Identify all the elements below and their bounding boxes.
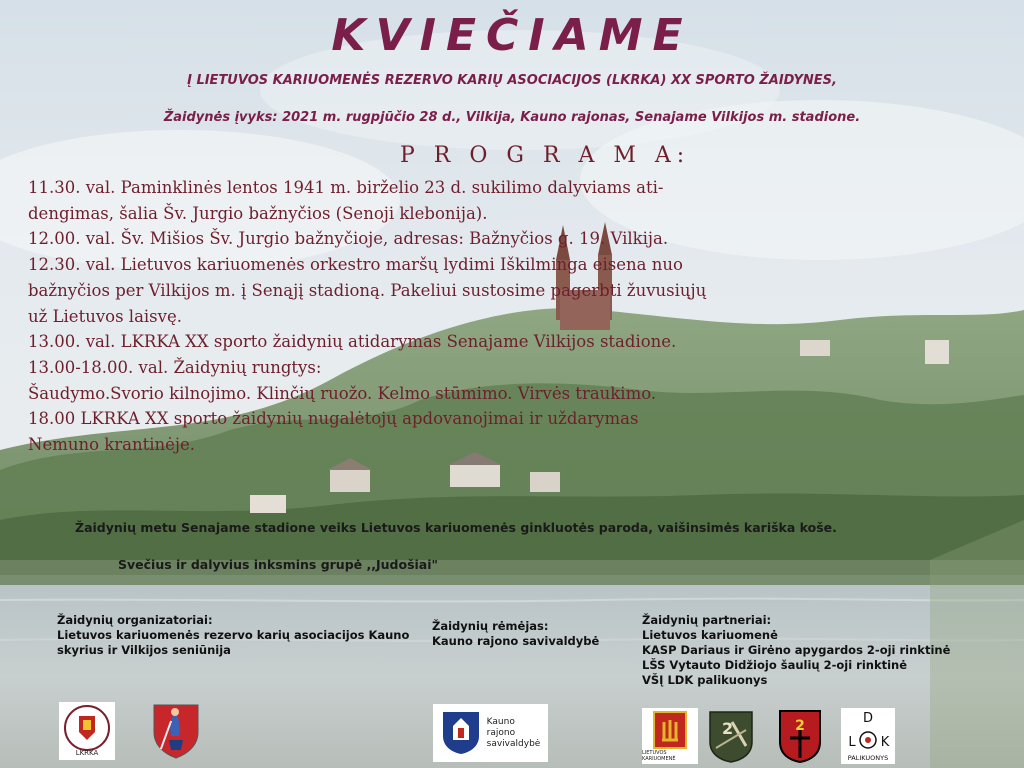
sponsor-line: Kauno rajono savivaldybė [432,634,600,648]
saint-george-shield-icon [151,702,201,760]
ldk-letter: D [862,711,874,726]
partners-line: LŠS Vytauto Didžiojo šaulių 2-oji rinktinė [642,658,908,672]
sponsor-block [432,619,599,649]
organizers-line: skyrius ir Vilkijos seniūnija [57,643,231,657]
ldk-emblem-icon [841,708,895,764]
program-line: 12.30. val. Lietuvos kariuomenės orkestro maršų lydimi Iškilminga eisena nuo [28,255,683,275]
program-line: bažnyčios per Vilkijos m. į Senąjį stadioną. Pakeliui sustosime pagerbti žuvusiųjų [28,280,707,300]
partners-heading: Žaidynių partneriai: [642,613,772,627]
kauno-logo-line: rajono [486,727,516,738]
lss-shield-icon [777,708,823,764]
ldk-logo-label: PALIKUONYS [847,754,889,762]
kasp-logo [706,708,756,764]
lietuvos-kariuomene-logo [642,708,698,764]
lkrka-logo-label: LKRKA [75,749,99,757]
event-date-location: Žaidynės įvyks: 2021 m. rugpjūčio 28 d., Vilkija, Kauno rajonas, Senajame Vilkijos m. stadione. [163,110,861,125]
kauno-shield-icon [441,710,481,756]
program-line: 11.30. val. Paminklinės lentos 1941 m. birželio 23 d. sukilimo dalyviams ati- [28,178,664,197]
program-line: 12.00. val. Šv. Mišios Šv. Jurgio bažnyčioje, adresas: Bažnyčios g. 19. Vilkija. [28,229,669,249]
program-line: Nemuno krantinėje. [28,435,196,455]
kauno-logo-text [487,717,541,750]
program-line: už Lietuvos laisvę. [28,306,182,326]
lkrka-emblem-icon [61,704,113,758]
lkrka-logo [59,702,115,760]
ldk-letter: L [848,735,856,750]
program-line: dengimas, šalia Šv. Jurgio bažnyčios (Senoji klebonija). [28,203,488,223]
kauno-logo-line: savivaldybė [486,738,541,749]
kauno-rajono-logo [433,704,548,762]
svg-text:2: 2 [722,719,734,738]
exhibition-note: Žaidynių metu Senajame stadione veiks Lietuvos kariuomenės ginkluotės paroda, vaišinsimės kariška koše. [75,520,837,535]
kauno-logo-line: Kauno [486,716,515,727]
army-logo-label: LIETUVOS KARIUOMENĖ [642,750,676,762]
program-line: Šaudymo.Svorio kilnojimo. Klinčių ruožo. Kelmo stūmimo. Virvės traukimo. [28,383,657,403]
sponsor-heading: Žaidynių rėmėjas: [432,619,549,633]
organizers-heading: Žaidynių organizatoriai: [57,613,213,627]
page-title: KVIEČIAME [331,10,693,61]
kasp-emblem-icon [706,708,756,764]
program-line: 13.00-18.00. val. Žaidynių rungtys: [28,357,322,377]
program-heading: P R O G R A M A: [400,143,691,168]
lss-rinktine-logo [777,708,823,764]
partners-line: Lietuvos kariuomenė [642,628,778,642]
organizers-block [57,613,409,658]
partners-line: VŠĮ LDK palikuonys [642,673,768,687]
ldk-palikuonys-logo [841,708,895,764]
program-line: 13.00. val. LKRKA XX sporto žaidynių atidarymas Senajame Vilkijos stadione. [28,332,677,352]
army-emblem-icon [648,708,692,752]
invitation-subtitle: Į LIETUVOS KARIUOMENĖS REZERVO KARIŲ ASOCIACIJOS (LKRKA) XX SPORTO ŽAIDYNES, [187,73,837,88]
lss-logo-number: 2 [795,718,805,734]
partners-line: KASP Dariaus ir Girėno apygardos 2-oji rinktinė [642,643,951,657]
vilkija-coat-of-arms [150,702,202,760]
ldk-letter: K [880,735,890,750]
music-note: Svečius ir dalyvius inksmins grupė ,,Judošiai" [118,557,439,572]
partners-block [642,613,950,688]
program-line: 18.00 LKRKA XX sporto žaidynių nugalėtojų apdovanojimai ir uždarymas [28,409,639,429]
program-list [28,175,828,458]
organizers-line: Lietuvos kariuomenės rezervo karių asociacijos Kauno [57,628,410,642]
